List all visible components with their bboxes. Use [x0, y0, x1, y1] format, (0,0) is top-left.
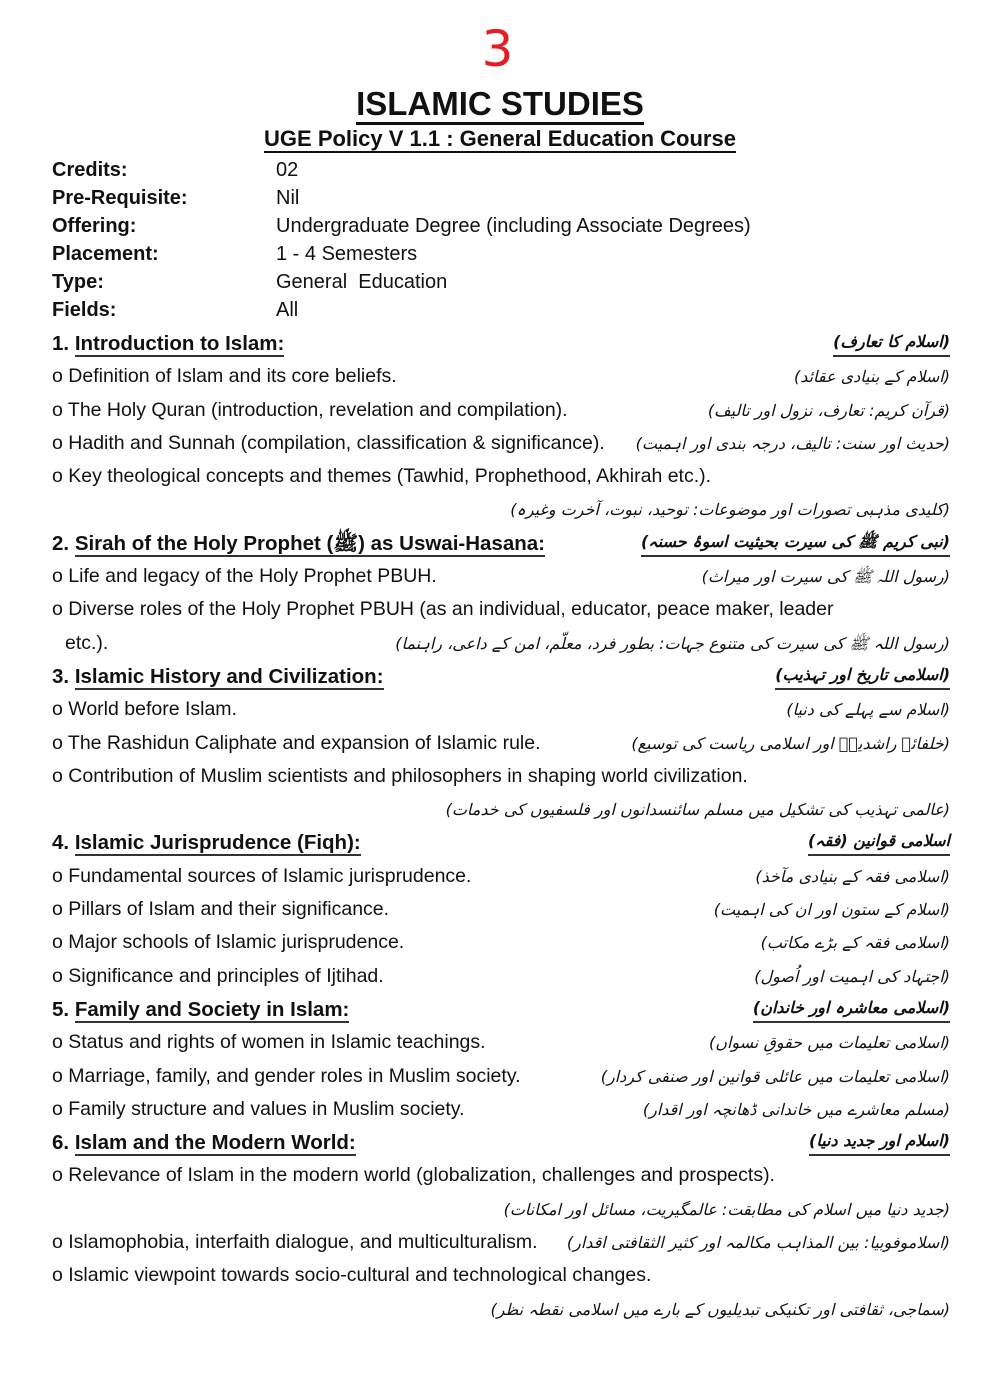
list-item-text: o The Holy Quran (introduction, revelation and compilation). [52, 398, 568, 421]
list-item [52, 760, 950, 793]
outline-section [52, 527, 950, 660]
meta-label: Offering: [52, 215, 137, 237]
section-heading [52, 1126, 950, 1159]
list-item-text: o Fundamental sources of Islamic jurisprudence. [52, 864, 472, 887]
list-item-urdu: (سماجی، ثقافتی اور تکنیکی تبدیلیوں کے بارے میں اسلامی نقطہ نظر) [490, 1299, 950, 1319]
section-title-urdu: (اسلام اور جدید دنیا) [809, 1128, 950, 1156]
list-item-urdu: (اسلامی تعلیمات میں حقوقِ نسواں) [708, 1033, 950, 1053]
section-title-urdu: اسلامی قوانین (فقہ) [808, 828, 950, 856]
section-title [52, 660, 384, 693]
section-title [52, 527, 545, 560]
list-item-urdu: (اسلام کے ستون اور ان کی اہمیت) [713, 900, 950, 920]
list-item-text: o Marriage, family, and gender roles in Muslim society. [52, 1064, 521, 1087]
list-item-urdu: (مسلم معاشرے میں خاندانی ڈھانچہ اور اقدار) [642, 1099, 950, 1119]
list-item-text: o Islamophobia, interfaith dialogue, and multiculturalism. [52, 1231, 538, 1254]
list-item-text: o Contribution of Muslim scientists and philosophers in shaping world civilization. [52, 764, 748, 787]
meta-value: Undergraduate Degree (including Associate Degrees) [276, 215, 751, 237]
section-heading [52, 826, 950, 859]
section-title [52, 993, 349, 1026]
list-item-text: o Relevance of Islam in the modern world (globalization, challenges and prospects). [52, 1164, 775, 1187]
section-title-urdu: (اسلامی معاشرہ اور خاندان) [753, 995, 950, 1023]
list-item [52, 693, 950, 726]
section-title [52, 1126, 356, 1159]
list-item-text: o Definition of Islam and its core beliefs. [52, 365, 397, 388]
meta-label: Placement: [52, 243, 159, 265]
course-outline [52, 327, 950, 1326]
list-item-urdu: (کلیدی مذہبی تصورات اور موضوعات: توحید، نبوت، آخرت وغیرہ) [510, 500, 950, 520]
list-item [52, 727, 950, 760]
list-item [52, 1026, 950, 1059]
list-item [52, 1093, 950, 1126]
section-title-text: Family and Society in Islam: [74, 997, 350, 1021]
outline-section [52, 660, 950, 826]
section-title [52, 327, 284, 360]
meta-row-offering [52, 212, 751, 240]
list-item [52, 460, 950, 493]
list-item-urdu: (رسول اللہ ﷺ کی سیرت کی متنوع جہات: بطور فرد، معلّم، امن کے داعی، راہنما) [395, 633, 950, 653]
list-item [52, 593, 950, 626]
section-title-text: Sirah of the Holy Prophet (ﷺ) as Uswai-Hasana: [74, 531, 545, 555]
list-item-urdu-line [52, 493, 950, 526]
list-item-urdu: (حدیث اور سنت: تالیف، درجہ بندی اور اہمیت) [635, 433, 950, 453]
list-item-text: o Hadith and Sunnah (compilation, classification & significance). [52, 431, 605, 454]
page-title-text: ISLAMIC STUDIES [356, 85, 644, 125]
meta-value: Nil [276, 187, 300, 209]
list-item [52, 360, 950, 393]
list-item-urdu-line [52, 1193, 950, 1226]
section-number: 6. [52, 1131, 70, 1155]
section-heading [52, 993, 950, 1026]
outline-section [52, 1126, 950, 1326]
list-item [52, 560, 950, 593]
list-item [52, 1159, 950, 1192]
section-number: 1. [52, 332, 70, 355]
meta-value: All [276, 299, 299, 321]
list-item-urdu: (اسلاموفوبیا: بین المذاہب مکالمہ اور کثیر الثقافتی اقدار) [566, 1233, 950, 1253]
section-heading [52, 527, 950, 560]
list-item-text: o Key theological concepts and themes (Tawhid, Prophethood, Akhirah etc.). [52, 465, 712, 488]
meta-row-fields [52, 296, 751, 324]
list-item-continuation [52, 627, 950, 660]
meta-label: Pre-Requisite: [52, 187, 188, 209]
list-item-text: o Significance and principles of Ijtihad. [52, 964, 384, 987]
list-item [52, 1259, 950, 1292]
outline-section [52, 826, 950, 992]
list-item-text: o Pillars of Islam and their significance. [52, 898, 390, 921]
section-heading [52, 327, 950, 360]
list-item-text-continued: etc.). [65, 631, 109, 654]
list-item [52, 893, 950, 926]
page-subtitle-text: UGE Policy V 1.1 : General Education Course [264, 126, 736, 151]
section-title-urdu: (اسلام کا تعارف) [833, 329, 950, 357]
meta-value: General Education [276, 271, 448, 293]
page-subtitle [0, 125, 995, 153]
list-item [52, 926, 950, 959]
list-item-urdu: (عالمی تہذیب کی تشکیل میں مسلم سائنسدانوں اور فلسفیوں کی خدمات) [445, 800, 950, 820]
section-heading [52, 660, 950, 693]
list-item [52, 960, 950, 993]
list-item-urdu: (اسلام سے پہلے کی دنیا) [786, 700, 950, 720]
section-number: 4. [52, 831, 70, 855]
list-item-text: o The Rashidun Caliphate and expansion of Islamic rule. [52, 731, 541, 754]
list-item-urdu: (اجتہاد کی اہمیت اور اُصول) [754, 966, 950, 986]
list-item-text: o World before Islam. [52, 698, 237, 721]
list-item-text: o Life and legacy of the Holy Prophet PBUH. [52, 565, 437, 588]
outline-section [52, 993, 950, 1126]
list-item [52, 394, 950, 427]
list-item-urdu: (قرآن کریم: تعارف، نزول اور تالیف) [707, 400, 950, 420]
meta-row-type [52, 268, 751, 296]
list-item-urdu: (اسلام کے بنیادی عقائد) [793, 367, 950, 387]
meta-label: Fields: [52, 299, 117, 321]
section-title-urdu: (اسلامی تاریخ اور تہذیب) [775, 662, 950, 690]
list-item-urdu-line [52, 793, 950, 826]
list-item-text: o Islamic viewpoint towards socio-cultural and technological changes. [52, 1264, 652, 1287]
section-title-text: Introduction to Islam: [74, 332, 285, 355]
meta-value: 02 [276, 159, 299, 181]
section-title-text: Islamic History and Civilization: [74, 664, 384, 688]
section-number: 2. [52, 531, 70, 555]
list-item-urdu-line [52, 1293, 950, 1326]
list-item-urdu: (رسول اللہ ﷺ کی سیرت اور میراث) [701, 567, 950, 587]
meta-label: Type: [52, 271, 104, 293]
section-title-urdu: (نبی کریم ﷺ کی سیرت بحیثیت اسوۂ حسنہ) [641, 529, 950, 557]
meta-row-credits [52, 156, 751, 184]
list-item-urdu: (اسلامی تعلیمات میں عائلی قوانین اور صنفی کردار) [600, 1066, 950, 1086]
section-number: 3. [52, 664, 70, 688]
list-item [52, 1060, 950, 1093]
meta-value: 1 - 4 Semesters [276, 243, 418, 265]
list-item-text: o Family structure and values in Muslim society. [52, 1097, 465, 1120]
section-title-text: Islamic Jurisprudence (Fiqh): [74, 831, 361, 855]
outline-section [52, 327, 950, 527]
page-title [0, 84, 995, 124]
list-item [52, 1226, 950, 1259]
list-item [52, 860, 950, 893]
meta-row-prerequisite [52, 184, 751, 212]
list-item-urdu: (اسلامی فقہ کے بڑے مکاتب) [760, 933, 950, 953]
list-item [52, 427, 950, 460]
page-number: 3 [481, 20, 514, 78]
meta-row-placement [52, 240, 751, 268]
section-title-text: Islam and the Modern World: [74, 1131, 356, 1155]
list-item-text: o Diverse roles of the Holy Prophet PBUH (as an individual, educator, peace maker, leader [52, 598, 834, 621]
list-item-text: o Major schools of Islamic jurisprudence. [52, 931, 405, 954]
list-item-urdu: (اسلامی فقہ کے بنیادی مآخذ) [755, 866, 950, 886]
meta-label: Credits: [52, 159, 128, 181]
course-meta [52, 156, 751, 324]
list-item-text: o Status and rights of women in Islamic teachings. [52, 1031, 486, 1054]
section-title [52, 826, 361, 859]
list-item-urdu: (جدید دنیا میں اسلام کی مطابقت: عالمگیریت، مسائل اور امکانات) [503, 1199, 950, 1219]
section-number: 5. [52, 997, 70, 1021]
list-item-urdu: (خلفائے راشدینؓ اور اسلامی ریاست کی توسیع) [631, 733, 950, 753]
